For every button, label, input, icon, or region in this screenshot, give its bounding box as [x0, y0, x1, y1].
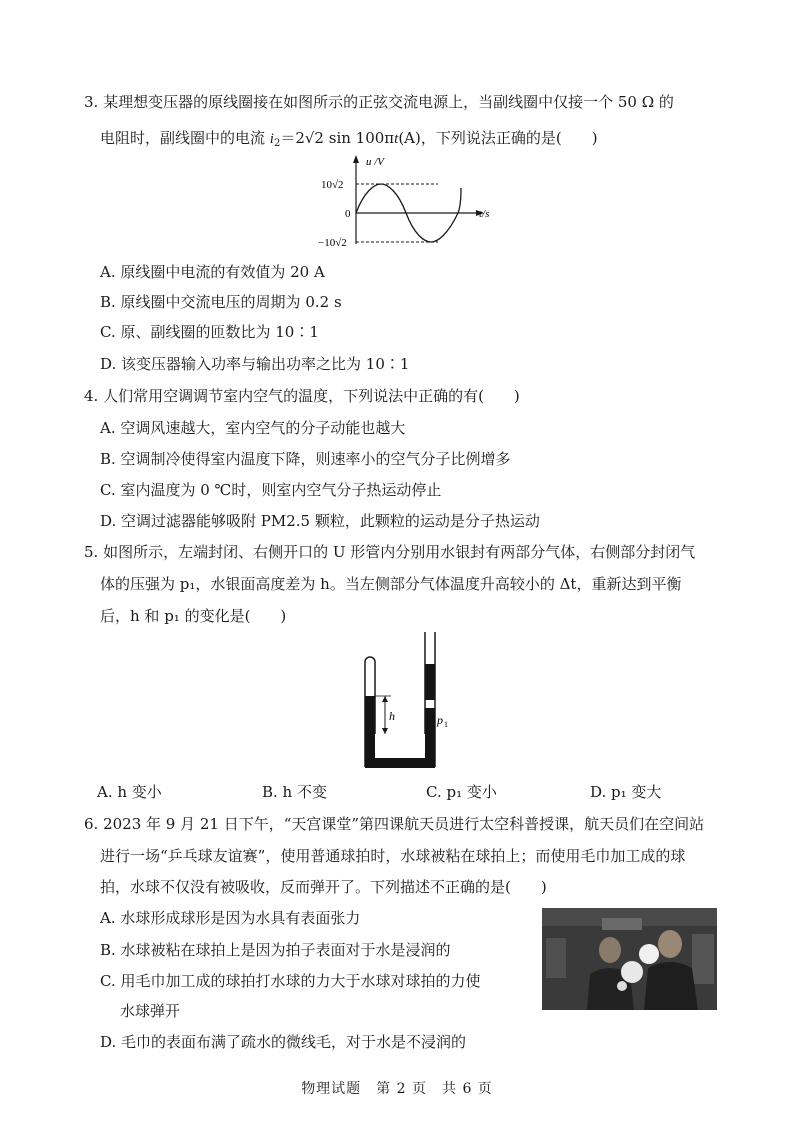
y-axis-arrow [353, 155, 359, 163]
bottom-tick-label: −10√2 [318, 237, 347, 249]
q6-option-d: D. 毛巾的表面布满了疏水的微线毛，对于水是不浸润的 [100, 1033, 467, 1051]
q3-option-a: A. 原线圈中电流的有效值为 20 A [100, 263, 325, 281]
h-arrow-down [382, 728, 388, 734]
x-axis-label: t/s [479, 208, 490, 220]
top-tick-label: 10√2 [321, 179, 344, 191]
q6-stem-line2: 进行一场“乒乓球友谊赛”，使用普通球拍时，水球被粘在球拍上；而使用毛巾加工成的球 [100, 847, 686, 865]
y-axis-label: u /V [366, 156, 385, 168]
q5-stem-line3: 后，h 和 p₁ 的变化是( ) [100, 607, 287, 625]
q4-option-d: D. 空调过滤器能够吸附 PM2.5 颗粒，此颗粒的运动是分子热运动 [100, 512, 540, 530]
h-arrow-up [382, 696, 388, 702]
astronaut-photo-illustration [542, 908, 717, 1010]
q6-option-c: C. 用毛巾加工成的球拍打水球的力大于水球对球拍的力使 [100, 972, 481, 990]
q5-option-c: C. p₁ 变小 [426, 783, 497, 801]
q6-stem-line1: 6. 2023 年 9 月 21 日下午，“天宫课堂”第四课航天员进行太空科普授课，航天员们在空间站 [84, 815, 705, 833]
p1-label: p [437, 713, 443, 727]
p1-subscript: 1 [444, 720, 448, 729]
q6-option-c-cont: 水球弹开 [120, 1002, 181, 1020]
origin-label: 0 [345, 208, 351, 220]
q6-option-a: A. 水球形成球形是因为水具有表面张力 [100, 909, 361, 927]
q3-stem-line1: 3. 某理想变压器的原线圈接在如图所示的正弦交流电源上，当副线圈中仅接一个 50 Ω 的 [84, 93, 674, 111]
q5-option-d: D. p₁ 变大 [590, 783, 662, 801]
page-footer: 物理试题 第 2 页 共 6 页 [301, 1081, 493, 1097]
q4-option-c: C. 室内温度为 0 ℃时，则室内空气分子热运动停止 [100, 481, 442, 499]
q3-stem-line2: 电阻时，副线圈中的电流 $i_2=2√2$ sin 100πt(A)，下列说法正确的是( ) [100, 129, 598, 149]
q5-stem-line2: 体的压强为 p₁，水银面高度差为 h。当左侧部分气体温度升高较小的 Δt，重新达到平衡 [100, 575, 682, 593]
mercury-plug [425, 664, 435, 700]
h-label: h [389, 709, 395, 723]
q5-stem-line1: 5. 如图所示，左端封闭、右侧开口的 U 形管内分别用水银封有两部分气体，右侧部分封闭气 [84, 543, 696, 561]
q5-option-b: B. h 不变 [262, 783, 327, 801]
q5-u-tube-diagram [355, 632, 455, 772]
q6-stem-line3: 拍，水球不仅没有被吸收，反而弹开了。下列描述不正确的是( ) [100, 878, 547, 896]
q3-sine-graph [318, 152, 508, 252]
q3-option-c: C. 原、副线圈的匝数比为 10∶1 [100, 323, 319, 341]
q4-stem: 4. 人们常用空调调节室内空气的温度，下列说法中正确的有( ) [84, 387, 520, 405]
u-tube-inner [375, 734, 425, 758]
q4-option-a: A. 空调风速越大，室内空气的分子动能也越大 [100, 419, 406, 437]
q6-option-b: B. 水球被粘在球拍上是因为拍子表面对于水是浸润的 [100, 941, 451, 959]
q4-option-b: B. 空调制冷使得室内温度下降，则速率小的空气分子比例增多 [100, 450, 511, 468]
q3-option-b: B. 原线圈中交流电压的周期为 0.2 s [100, 293, 342, 311]
astronaut-photo [542, 908, 717, 1010]
q5-option-a: A. h 变小 [97, 783, 162, 801]
q3-option-d: D. 该变压器输入功率与输出功率之比为 10∶1 [100, 355, 410, 373]
